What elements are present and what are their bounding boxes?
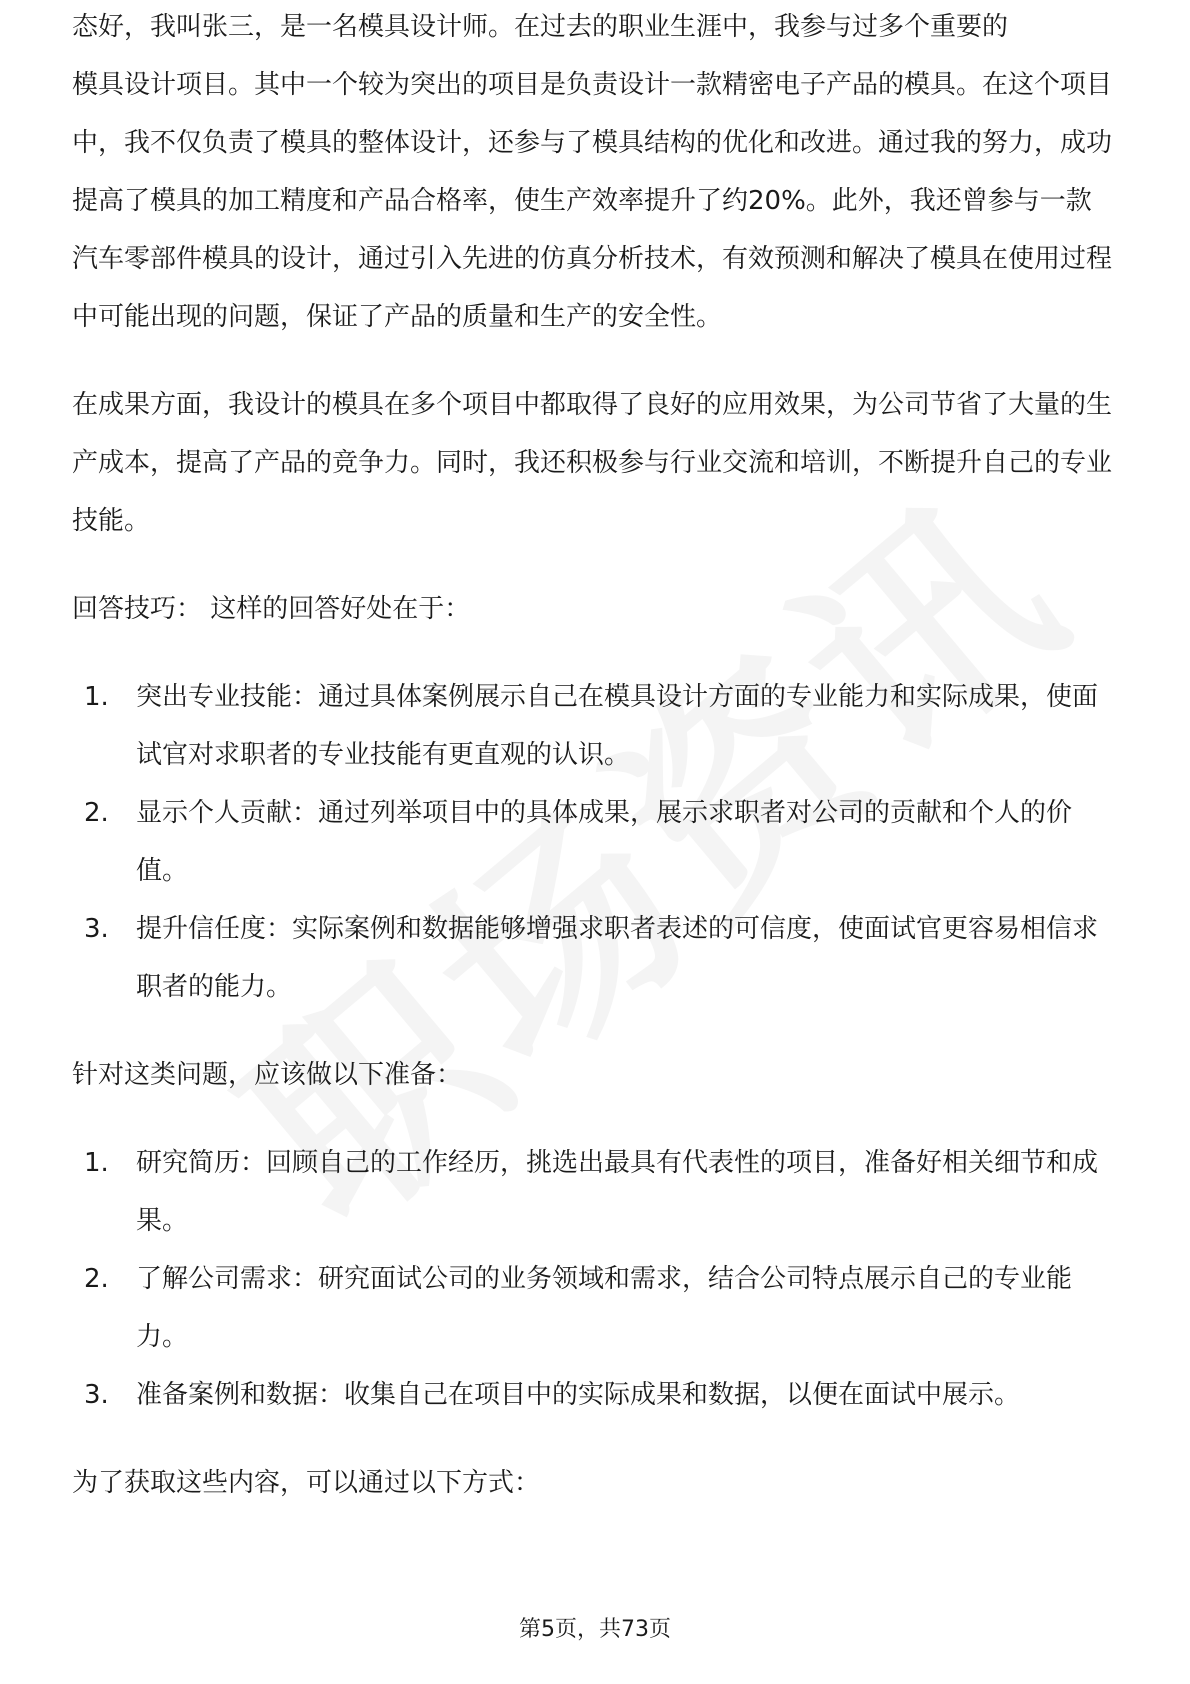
tips-heading: 回答技巧： 这样的回答好处在于： — [72, 594, 471, 624]
list-item: 2. 显示个人贡献：通过列举项目中的具体成果，展示求职者对公司的贡献和个人的价值。 — [84, 798, 1073, 886]
list-item: 1. 突出专业技能：通过具体案例展示自己在模具设计方面的专业能力和实际成果，使面试官对求职者的专业技能有更直观的认识。 — [84, 682, 1099, 770]
page-content — [72, 12, 1117, 1542]
list-item: 1. 研究简历：回顾自己的工作经历，挑选出最具有代表性的项目，准备好相关细节和成果。 — [84, 1148, 1099, 1236]
list-item: 3. 提升信任度：实际案例和数据能够增强求职者表述的可信度，使面试官更容易相信求职者的能力。 — [84, 914, 1099, 1002]
tips-list — [72, 668, 1117, 1016]
prep-heading: 针对这类问题，应该做以下准备： — [72, 1060, 463, 1090]
page-footer: 第5页，共73页 — [519, 1617, 671, 1642]
list-item: 3. 准备案例和数据：收集自己在项目中的实际成果和数据，以便在面试中展示。 — [84, 1380, 1021, 1410]
prep-list — [72, 1134, 1117, 1424]
intro-paragraph: 模具设计项目。其中一个较为突出的项目是负责设计一款精密电子产品的模具。在这个项目中，我不仅负责了模具的整体设计，还参与了模具结构的优化和改进。通过我的努力，成功提高了模具的加工精度和产品合格率，使生产效率提升了约20%。此外，我还曾参与一款汽车零部件模具的设计，通过引入先进的仿真分析技术，有效预测和解决了模具在使用过程中可能出现的问题，保证了产品的质量和生产的安全性。 — [72, 70, 1113, 332]
list-item: 2. 了解公司需求：研究面试公司的业务领域和需求，结合公司特点展示自己的专业能力。 — [84, 1264, 1073, 1352]
methods-heading: 为了获取这些内容，可以通过以下方式： — [72, 1468, 541, 1498]
result-paragraph: 在成果方面，我设计的模具在多个项目中都取得了良好的应用效果，为公司节省了大量的生产成本，提高了产品的竞争力。同时，我还积极参与行业交流和培训，不断提升自己的专业技能。 — [72, 390, 1113, 536]
cut-off-line: 态好，我叫张三，是一名模具设计师。在过去的职业生涯中，我参与过多个重要的 — [72, 12, 1009, 42]
